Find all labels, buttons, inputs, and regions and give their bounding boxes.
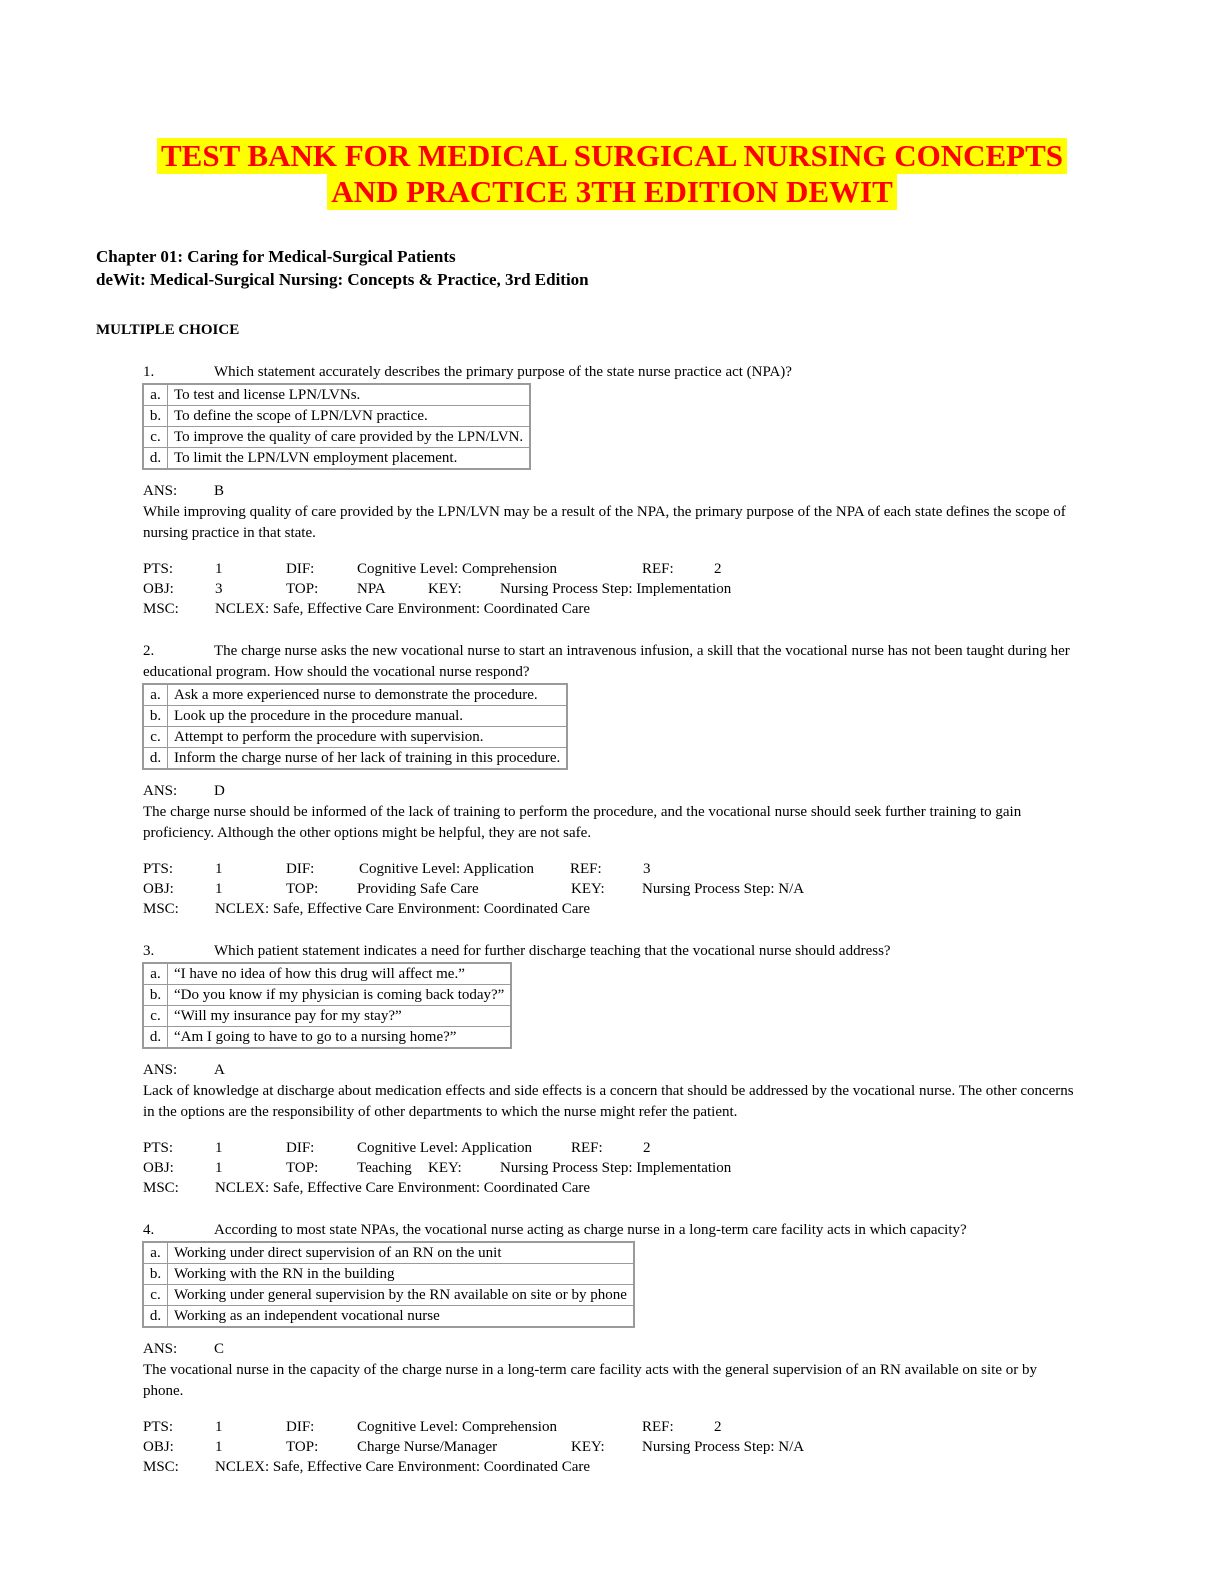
- ref-label: REF:: [571, 1140, 603, 1156]
- answer-value: B: [214, 483, 225, 499]
- ref-label: REF:: [570, 861, 602, 877]
- top-value: NPA: [357, 581, 386, 597]
- option-row[interactable]: [144, 1006, 511, 1027]
- ref-label: REF:: [642, 1419, 674, 1435]
- ref-value: 2: [714, 561, 722, 577]
- question-metadata: [143, 1417, 1078, 1477]
- question-metadata: [143, 1138, 1078, 1198]
- dif-label: DIF:: [286, 1419, 315, 1435]
- key-label: KEY:: [571, 1439, 605, 1455]
- top-value: Providing Safe Care: [357, 881, 479, 897]
- option-letter: d.: [144, 448, 168, 469]
- option-letter: d.: [144, 1027, 168, 1048]
- option-row[interactable]: [144, 1027, 511, 1048]
- ref-value: 3: [643, 861, 651, 877]
- answer-value: C: [214, 1341, 225, 1357]
- option-letter: a.: [144, 1243, 168, 1264]
- question-text: [143, 1220, 1078, 1241]
- option-text: Working as an independent vocational nurse: [168, 1306, 634, 1327]
- key-value: Nursing Process Step: Implementation: [500, 581, 732, 597]
- option-text: Look up the procedure in the procedure manual.: [168, 706, 567, 727]
- obj-label: OBJ:: [143, 881, 174, 897]
- obj-value: 1: [215, 1439, 223, 1455]
- option-row[interactable]: [144, 727, 567, 748]
- option-letter: a.: [144, 685, 168, 706]
- question-number: 1.: [143, 364, 155, 380]
- options-table: [143, 963, 511, 1048]
- obj-label: OBJ:: [143, 1439, 174, 1455]
- ref-value: 2: [643, 1140, 651, 1156]
- option-text: Working under general supervision by the RN available on site or by phone: [168, 1285, 634, 1306]
- answer-value: A: [214, 1062, 225, 1078]
- msc-value: NCLEX: Safe, Effective Care Environment: Coordinated Care: [215, 601, 591, 617]
- top-label: TOP:: [286, 1439, 319, 1455]
- msc-value: NCLEX: Safe, Effective Care Environment: Coordinated Care: [215, 1180, 591, 1196]
- option-row[interactable]: [144, 427, 530, 448]
- question-2: [143, 641, 1078, 919]
- option-text: To test and license LPN/LVNs.: [168, 385, 530, 406]
- option-row[interactable]: [144, 1264, 634, 1285]
- option-row[interactable]: [144, 748, 567, 769]
- option-text: “I have no idea of how this drug will affect me.”: [168, 964, 511, 985]
- option-letter: a.: [144, 385, 168, 406]
- key-label: KEY:: [571, 881, 605, 897]
- option-letter: d.: [144, 748, 168, 769]
- title-line-1: TEST BANK FOR MEDICAL SURGICAL NURSING CONCEPTS: [157, 138, 1067, 174]
- answer-line: [143, 781, 1078, 802]
- option-row[interactable]: [144, 406, 530, 427]
- obj-label: OBJ:: [143, 581, 174, 597]
- rationale: The charge nurse should be informed of the lack of training to perform the procedure, and the vocational nurse should seek further training to gain proficiency. Although the other options might be helpful, they are not safe.: [143, 804, 1022, 841]
- msc-label: MSC:: [143, 1459, 179, 1475]
- question-3: [143, 941, 1078, 1198]
- option-letter: b.: [144, 1264, 168, 1285]
- msc-label: MSC:: [143, 601, 179, 617]
- answer-label: ANS:: [143, 783, 178, 799]
- obj-value: 3: [215, 581, 223, 597]
- question-text: [143, 641, 1078, 683]
- option-letter: c.: [144, 1285, 168, 1306]
- option-letter: c.: [144, 1006, 168, 1027]
- question-1: [143, 362, 1078, 619]
- option-text: To define the scope of LPN/LVN practice.: [168, 406, 530, 427]
- option-letter: b.: [144, 985, 168, 1006]
- pts-label: PTS:: [143, 1140, 174, 1156]
- question-metadata: [143, 859, 1078, 919]
- pts-label: PTS:: [143, 1419, 174, 1435]
- top-value: Teaching: [357, 1160, 412, 1176]
- document-title: [0, 138, 1224, 210]
- option-text: Working under direct supervision of an RN on the unit: [168, 1243, 634, 1264]
- pts-value: 1: [215, 1419, 223, 1435]
- option-row[interactable]: [144, 964, 511, 985]
- option-letter: b.: [144, 406, 168, 427]
- question-metadata: [143, 559, 1078, 619]
- answer-label: ANS:: [143, 483, 178, 499]
- question-number: 2.: [143, 643, 155, 659]
- option-row[interactable]: [144, 985, 511, 1006]
- answer-line: [143, 1060, 1078, 1081]
- option-text: Working with the RN in the building: [168, 1264, 634, 1285]
- question-stem: Which patient statement indicates a need for further discharge teaching that the vocational nurse should address?: [214, 943, 891, 959]
- option-text: Ask a more experienced nurse to demonstrate the procedure.: [168, 685, 567, 706]
- dif-label: DIF:: [286, 1140, 315, 1156]
- book-heading: deWit: Medical-Surgical Nursing: Concepts & Practice, 3rd Edition: [96, 270, 589, 289]
- option-text: To limit the LPN/LVN employment placement.: [168, 448, 530, 469]
- title-line-2: AND PRACTICE 3TH EDITION DEWIT: [327, 174, 897, 210]
- question-4: [143, 1220, 1078, 1477]
- section-heading: MULTIPLE CHOICE: [96, 322, 240, 338]
- pts-value: 1: [215, 861, 223, 877]
- option-row[interactable]: [144, 1306, 634, 1327]
- msc-label: MSC:: [143, 901, 179, 917]
- option-row[interactable]: [144, 385, 530, 406]
- msc-label: MSC:: [143, 1180, 179, 1196]
- answer-label: ANS:: [143, 1341, 178, 1357]
- options-table: [143, 384, 530, 469]
- dif-label: DIF:: [286, 561, 315, 577]
- dif-value: Cognitive Level: Application: [359, 861, 534, 877]
- pts-value: 1: [215, 561, 223, 577]
- pts-label: PTS:: [143, 861, 174, 877]
- dif-value: Cognitive Level: Application: [357, 1140, 532, 1156]
- option-row[interactable]: [144, 706, 567, 727]
- option-row[interactable]: [144, 1243, 634, 1264]
- option-letter: d.: [144, 1306, 168, 1327]
- option-letter: b.: [144, 706, 168, 727]
- top-label: TOP:: [286, 1160, 319, 1176]
- question-number: 3.: [143, 943, 155, 959]
- question-text: [143, 941, 1078, 962]
- option-text: Inform the charge nurse of her lack of training in this procedure.: [168, 748, 567, 769]
- answer-label: ANS:: [143, 1062, 178, 1078]
- dif-value: Cognitive Level: Comprehension: [357, 1419, 557, 1435]
- key-label: KEY:: [428, 1160, 462, 1176]
- obj-value: 1: [215, 1160, 223, 1176]
- top-value: Charge Nurse/Manager: [357, 1439, 498, 1455]
- question-stem: Which statement accurately describes the primary purpose of the state nurse practice act (NPA)?: [214, 364, 792, 380]
- question-number: 4.: [143, 1222, 155, 1238]
- rationale: Lack of knowledge at discharge about medication effects and side effects is a concern that should be addressed by the vocational nurse. The other concerns in the options are the responsibility of other departments to which the nurse might refer the patient.: [143, 1083, 1074, 1120]
- dif-value: Cognitive Level: Comprehension: [357, 561, 557, 577]
- question-stem: The charge nurse asks the new vocational nurse to start an intravenous infusion, a skill that the vocational nurse has not been taught during her educational program. How should the vocational nurse respond?: [143, 643, 1070, 680]
- key-value: Nursing Process Step: Implementation: [500, 1160, 732, 1176]
- option-letter: c.: [144, 427, 168, 448]
- top-label: TOP:: [286, 881, 319, 897]
- option-text: Attempt to perform the procedure with supervision.: [168, 727, 567, 748]
- option-row[interactable]: [144, 448, 530, 469]
- pts-label: PTS:: [143, 561, 174, 577]
- answer-value: D: [214, 783, 225, 799]
- option-row[interactable]: [144, 685, 567, 706]
- option-letter: a.: [144, 964, 168, 985]
- question-text: [143, 362, 1078, 383]
- answer-line: [143, 1339, 1078, 1360]
- pts-value: 1: [215, 1140, 223, 1156]
- question-stem: According to most state NPAs, the vocational nurse acting as charge nurse in a long-term care facility acts in which capacity?: [214, 1222, 967, 1238]
- chapter-heading: Chapter 01: Caring for Medical-Surgical Patients: [96, 247, 456, 266]
- key-label: KEY:: [428, 581, 462, 597]
- key-value: Nursing Process Step: N/A: [642, 881, 805, 897]
- obj-label: OBJ:: [143, 1160, 174, 1176]
- msc-value: NCLEX: Safe, Effective Care Environment: Coordinated Care: [215, 901, 591, 917]
- options-table: [143, 1242, 634, 1327]
- option-text: “Do you know if my physician is coming back today?”: [168, 985, 511, 1006]
- ref-value: 2: [714, 1419, 722, 1435]
- option-text: “Will my insurance pay for my stay?”: [168, 1006, 511, 1027]
- option-text: To improve the quality of care provided by the LPN/LVN.: [168, 427, 530, 448]
- rationale: The vocational nurse in the capacity of the charge nurse in a long-term care facility acts with the general supervision of an RN available on site or by phone.: [143, 1362, 1037, 1399]
- option-letter: c.: [144, 727, 168, 748]
- ref-label: REF:: [642, 561, 674, 577]
- option-row[interactable]: [144, 1285, 634, 1306]
- obj-value: 1: [215, 881, 223, 897]
- options-table: [143, 684, 567, 769]
- option-text: “Am I going to have to go to a nursing home?”: [168, 1027, 511, 1048]
- dif-label: DIF:: [286, 861, 315, 877]
- key-value: Nursing Process Step: N/A: [642, 1439, 805, 1455]
- answer-line: [143, 481, 1078, 502]
- msc-value: NCLEX: Safe, Effective Care Environment: Coordinated Care: [215, 1459, 591, 1475]
- rationale: While improving quality of care provided by the LPN/LVN may be a result of the NPA, the primary purpose of the NPA of each state defines the scope of nursing practice in that state.: [143, 504, 1066, 541]
- top-label: TOP:: [286, 581, 319, 597]
